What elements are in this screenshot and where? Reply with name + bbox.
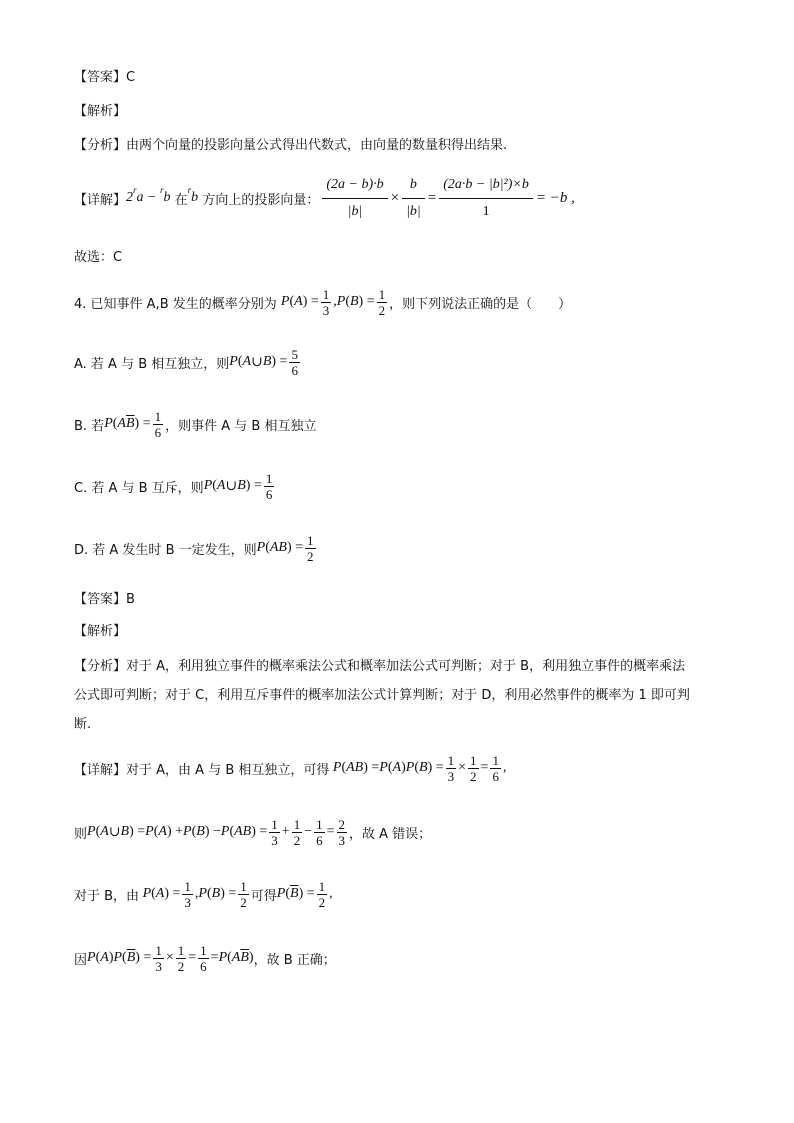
- opt-d-text: D. 若 A 发生时 B 一定发生，则: [74, 542, 257, 558]
- projection-fraction-3: $\frac{\text{(2a·b − |b|²)×b}}{1}$: [439, 172, 533, 225]
- q4-stem-end: ，则下列说法正确的是（ ）: [389, 296, 572, 312]
- detail-l4: 因: [74, 952, 88, 968]
- opt-b-post: ，则事件 A 与 B 相互独立: [165, 418, 317, 434]
- detail-intro: 在: [174, 192, 188, 208]
- prev-analysis-line: [74, 100, 126, 119]
- detail-line-2: 则 P ( A ∪ B ) = P ( A ) + P ( B ) − P ( AB ) = $\frac{1}{3}$ + $\frac{1}{2}$ − $\frac{1}{6}$ = $\frac{2}{3}$ ，故 A 错误；: [74, 816, 432, 848]
- fenxi-line1: 对于 A，利用独立事件的概率乘法公式和概率加法公式可判断；对于 B，利用独立事件的概率乘法: [126, 659, 686, 674]
- q4-option-d: D. 若 A 发生时 B 一定发生，则 P ( AB ) = $\frac{1}{2}$: [74, 532, 314, 564]
- projection-fraction-1: $\frac{(2a - b)\cdot b}{|b|}$: [322, 172, 387, 225]
- formula-2a-b: $2^ra - ^rb$: [126, 185, 171, 205]
- answer-value: C: [126, 70, 136, 85]
- q4-option-b: B. 若 P ( A $\overline{B}$ ) = $\frac{1}{6}$ ，则事件 A 与 B 相互独立: [74, 408, 317, 440]
- prev-chosen-line: [74, 246, 122, 265]
- projection-fraction-2: $\frac{b}{|b|}$: [402, 172, 425, 225]
- prev-fenxi-line: [74, 134, 507, 153]
- detail-l2: 则: [74, 826, 88, 842]
- q4-option-c: C. 若 A 与 B 互斥，则 P ( A ∪ B ) = $\frac{1}{6}$: [74, 470, 273, 502]
- detail-l4-post: ，故 B 正确；: [253, 952, 336, 968]
- formula-b: $^r$b: [187, 185, 199, 205]
- q4-option-a: A. 若 A 与 B 相互独立，则 P ( A ∪ B ) = $\frac{5}{6}$: [74, 346, 298, 378]
- answer-tag-2: 【答案】: [74, 592, 127, 607]
- detail-mid: 方向上的投影向量：: [202, 192, 320, 208]
- detail-line-3: 对于 B，由 P ( A ) = $\frac{1}{3}$ , P ( B ) = $\frac{1}{2}$ 可得 P ( $\overline{B}$ ) = $\frac{1}{2}$ ,: [74, 878, 333, 910]
- answer-tag: 【答案】: [74, 70, 127, 85]
- chosen-text: 故选：C: [74, 250, 123, 265]
- fenxi-text: 由两个向量的投影向量公式得出代数式，由向量的数量积得出结果.: [126, 138, 508, 153]
- answer-value-2: B: [126, 592, 135, 607]
- answer-line: [74, 588, 135, 607]
- detail-tag: 【详解】: [74, 192, 127, 208]
- fenxi-line3: 断.: [74, 717, 92, 732]
- fenxi-block: [74, 652, 690, 739]
- detail-l2-post: ，故 A 错误；: [349, 826, 432, 842]
- detail-l1: 对于 A，由 A 与 B 相互独立，可得: [126, 762, 330, 778]
- prev-detail-line: 【详解】 $2^ra - ^rb$ 在 $^r$b 方向上的投影向量： $\frac{(2a - b)\cdot b}{|b|}$ × $\frac{b}{|b|}$ = $\frac{\text{(2a·b − |b|²)×b}}{1}$ = −b ,: [74, 168, 575, 228]
- opt-c-text: C. 若 A 与 B 互斥，则: [74, 480, 204, 496]
- opt-a-text: A. 若 A 与 B 相互独立，则: [74, 356, 230, 372]
- detail-line-4: 因 P ( A ) P ( $\overline{B}$ ) = $\frac{1}{3}$ × $\frac{1}{2}$ = $\frac{1}{6}$ = P ( A $\overline{B}$ ) ，故 B 正确；: [74, 942, 336, 974]
- detail-tag-2: 【详解】: [74, 762, 127, 778]
- prev-answer-line: [74, 66, 135, 85]
- detail-l3: 对于 B，由: [74, 888, 140, 904]
- opt-b-text: B. 若: [74, 418, 105, 434]
- q4-stem: 4. 已知事件 A,B 发生的概率分别为 P ( A ) = $\frac{1}{3}$ , P ( B ) = $\frac{1}{2}$ ，则下列说法正确的是（ ）: [74, 286, 572, 318]
- q4-stem-text: 4. 已知事件 A,B 发生的概率分别为: [74, 296, 277, 312]
- fenxi-tag: 【分析】: [74, 138, 127, 153]
- analysis-tag: 【解析】: [74, 104, 127, 119]
- detail-line-1: 【详解】 对于 A，由 A 与 B 相互独立，可得 P ( AB ) = P ( A ) P ( B ) = $\frac{1}{3}$ × $\frac{1}{2}$ = $\frac{1}{6}$ ,: [74, 752, 507, 784]
- fenxi-line2: 公式即可判断；对于 C，利用互斥事件的概率加法公式计算判断；对于 D，利用必然事件的概率为 1 即可判: [74, 688, 690, 703]
- analysis-line: [74, 620, 126, 639]
- fenxi-tag-2: 【分析】: [74, 659, 127, 674]
- detail-l3-mid: 可得: [250, 888, 277, 904]
- analysis-tag-2: 【解析】: [74, 624, 127, 639]
